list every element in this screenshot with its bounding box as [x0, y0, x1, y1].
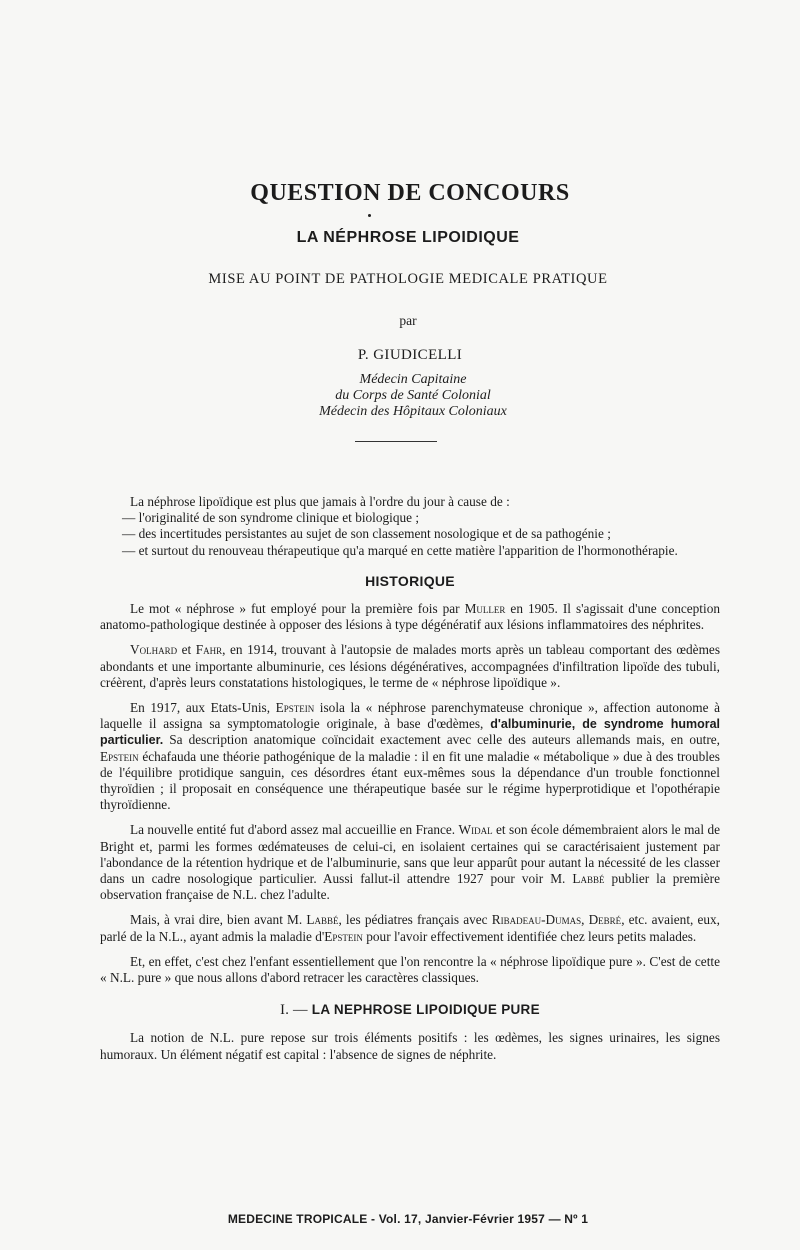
article-subtitle: LA NÉPHROSE LIPOIDIQUE — [296, 229, 520, 246]
article-title: QUESTION DE CONCOURS — [250, 180, 570, 206]
section-heading-historique: HISTORIQUE — [365, 572, 455, 589]
title-ornament-dot — [368, 214, 371, 217]
paragraph: En 1917, aux Etats-Unis, Epstein isola la « néphrose parenchymateuse chronique », affection autonome à laquelle il assigna sa symptomatologie originale, à base d'œdèmes, d'albuminurie, de syndrome humoral particulier. Sa description anatomique coïncidait exactement avec celle des auteurs allemands mais, en outre, Epstein échafauda une théorie pathogénique de la maladie : il en fit une maladie « métabolique » due à des troubles de l'équilibre protidique sanguin, ces désordres étant eux-mêmes sous la dépendance d'un trouble fonctionnel thyroïdien ; il proposait en conséquence une thérapeutique basée sur le régime hyperprotidique et l'opothérapie thyroïdienne. — [100, 700, 721, 813]
section-heading-nephrose-pure: I. — LA NEPHROSE LIPOIDIQUE PURE — [280, 1002, 540, 1019]
list-item: — des incertitudes persistantes au sujet de son classement nosologique et de sa pathogénie ; — [122, 526, 611, 542]
paragraph: Le mot « néphrose » fut employé pour la première fois par Muller en 1905. Il s'agissait d'une conception anatomo-pathologique destinée à opposer des lésions à type dégénératif aux lésions inflammatoires des néphrites. — [100, 601, 720, 633]
author-affiliation-hospital: Médecin des Hôpitaux Coloniaux — [319, 404, 507, 419]
paragraph: Et, en effet, c'est chez l'enfant essentiellement que l'on rencontre la « néphrose lipoïdique pure ». C'est de cette « N.L. pure » que nous allons d'abord retracer les caractères classiques. — [100, 953, 720, 986]
intro-list — [100, 510, 720, 559]
article-body — [100, 494, 720, 1063]
author-name: P. GIUDICELLI — [357, 347, 463, 363]
intro-lead: La néphrose lipoïdique est plus que jamais à l'ordre du jour à cause de : — [130, 494, 510, 509]
header-divider — [355, 441, 437, 442]
paragraph: Volhard et Fahr, en 1914, trouvant à l'autopsie de malades morts après un tableau comportant des œdèmes abondants et une importante albuminurie, ces lésions dégénératives, accompagnées d'infiltration lipoïde des tubuli, créèrent, d'après leurs constatations histologiques, le terme de « néphrose lipoïdique ». — [100, 642, 720, 690]
author-affiliation-corps: du Corps de Santé Colonial — [335, 388, 491, 403]
paragraph: La notion de N.L. pure repose sur trois éléments positifs : les œdèmes, les signes urinaires, les signes humoraux. Un élément négatif est capital : l'absence de signes de néphrite. — [100, 1030, 720, 1062]
byline-par: par — [399, 313, 417, 328]
paragraph: Mais, à vrai dire, bien avant M. Labbé, les pédiatres français avec Ribadeau-Dumas, Debré, etc. avaient, eux, parlé de la N.L., ayant admis la maladie d'Epstein pour l'avoir effectivement identifiée chez leurs petits malades. — [100, 912, 720, 944]
author-affiliation-rank: Médecin Capitaine — [359, 372, 467, 387]
paragraph: La nouvelle entité fut d'abord assez mal accueillie en France. Widal et son école démembraient alors le mal de Bright et, parmi les formes œdémateuses de celui-ci, en isolaient certaines qui se caractérisaient justement par l'abondance de la rétention hydrique et de l'albuminurie, sans que leur apparût pour autant la nécessité de les classer dans un cadre nosologique particulier. Aussi fallut-il attendre 1927 pour voir M. Labbé publier la première observation française de N.L. chez l'adulte. — [100, 822, 720, 903]
article-tagline: MISE AU POINT DE PATHOLOGIE MEDICALE PRATIQUE — [208, 271, 608, 287]
list-item: — et surtout du renouveau thérapeutique qu'a marqué en cette matière l'apparition de l'hormonothérapie. — [122, 542, 678, 558]
list-item: — l'originalité de son syndrome clinique et biologique ; — [122, 510, 420, 526]
journal-footer: MEDECINE TROPICALE - Vol. 17, Janvier-Février 1957 — Nº 1 — [227, 1212, 589, 1226]
